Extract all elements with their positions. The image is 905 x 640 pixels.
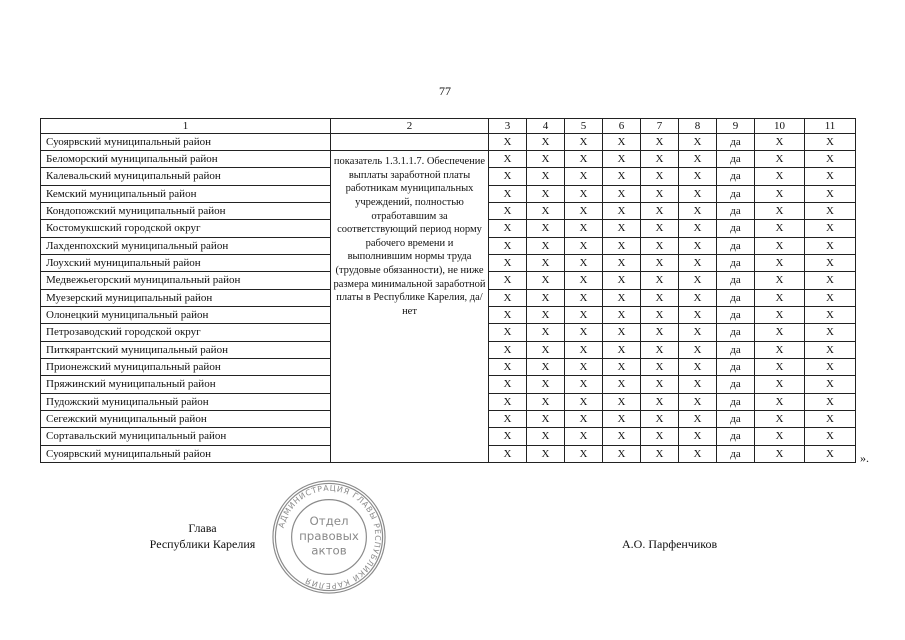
value-cell: X bbox=[805, 341, 856, 358]
value-cell: да bbox=[717, 134, 755, 151]
value-cell: X bbox=[489, 410, 527, 427]
value-cell: X bbox=[565, 168, 603, 185]
value-cell: X bbox=[679, 358, 717, 375]
value-cell: X bbox=[565, 289, 603, 306]
value-cell: X bbox=[489, 220, 527, 237]
value-cell: X bbox=[565, 393, 603, 410]
value-cell: X bbox=[755, 134, 805, 151]
value-cell: X bbox=[641, 341, 679, 358]
value-cell: X bbox=[527, 410, 565, 427]
value-cell: да bbox=[717, 272, 755, 289]
value-cell: X bbox=[489, 254, 527, 271]
stamp-center-line-1: Отдел bbox=[309, 514, 349, 529]
value-cell: да bbox=[717, 151, 755, 168]
district-name-cell: Пудожский муниципальный район bbox=[41, 393, 331, 410]
table-row bbox=[41, 134, 856, 151]
value-cell: X bbox=[489, 202, 527, 219]
value-cell: X bbox=[679, 324, 717, 341]
value-cell: X bbox=[755, 324, 805, 341]
column-header: 11 bbox=[805, 119, 856, 134]
value-cell: X bbox=[527, 168, 565, 185]
value-cell: X bbox=[805, 393, 856, 410]
column-header: 7 bbox=[641, 119, 679, 134]
value-cell: X bbox=[489, 341, 527, 358]
value-cell: X bbox=[755, 376, 805, 393]
value-cell: X bbox=[805, 358, 856, 375]
value-cell: X bbox=[755, 168, 805, 185]
district-name-cell: Суоярвский муниципальный район bbox=[41, 134, 331, 151]
value-cell: X bbox=[603, 324, 641, 341]
value-cell: X bbox=[805, 445, 856, 462]
column-header: 2 bbox=[331, 119, 489, 134]
district-name-cell: Кондопожский муниципальный район bbox=[41, 202, 331, 219]
value-cell: X bbox=[565, 376, 603, 393]
value-cell: X bbox=[679, 254, 717, 271]
value-cell: X bbox=[805, 289, 856, 306]
value-cell: X bbox=[641, 306, 679, 323]
value-cell: X bbox=[805, 272, 856, 289]
value-cell: да bbox=[717, 202, 755, 219]
closing-quote-mark: ». bbox=[860, 451, 869, 465]
value-cell: X bbox=[805, 237, 856, 254]
official-stamp bbox=[270, 478, 388, 596]
value-cell: X bbox=[489, 185, 527, 202]
value-cell: X bbox=[603, 202, 641, 219]
value-cell: X bbox=[679, 289, 717, 306]
value-cell: X bbox=[755, 237, 805, 254]
district-name-cell: Костомукшский городской округ bbox=[41, 220, 331, 237]
indicator-cell-blank bbox=[331, 134, 489, 151]
value-cell: X bbox=[603, 272, 641, 289]
value-cell: X bbox=[603, 341, 641, 358]
value-cell: да bbox=[717, 254, 755, 271]
value-cell: X bbox=[805, 254, 856, 271]
stamp-center-line-3: актов bbox=[311, 543, 347, 558]
value-cell: X bbox=[603, 358, 641, 375]
column-header: 3 bbox=[489, 119, 527, 134]
value-cell: да bbox=[717, 168, 755, 185]
value-cell: X bbox=[679, 376, 717, 393]
value-cell: X bbox=[641, 185, 679, 202]
value-cell: да bbox=[717, 376, 755, 393]
signature-title bbox=[130, 520, 275, 552]
value-cell: X bbox=[603, 428, 641, 445]
value-cell: X bbox=[603, 151, 641, 168]
value-cell: X bbox=[527, 428, 565, 445]
value-cell: да bbox=[717, 393, 755, 410]
value-cell: X bbox=[603, 393, 641, 410]
value-cell: X bbox=[565, 306, 603, 323]
value-cell: X bbox=[805, 134, 856, 151]
value-cell: да bbox=[717, 306, 755, 323]
value-cell: X bbox=[565, 185, 603, 202]
district-name-cell: Петрозаводский городской округ bbox=[41, 324, 331, 341]
value-cell: X bbox=[603, 306, 641, 323]
value-cell: X bbox=[755, 289, 805, 306]
value-cell: X bbox=[755, 306, 805, 323]
district-name-cell: Прионежский муниципальный район bbox=[41, 358, 331, 375]
value-cell: X bbox=[805, 410, 856, 427]
value-cell: X bbox=[565, 445, 603, 462]
value-cell: X bbox=[603, 410, 641, 427]
value-cell: да bbox=[717, 341, 755, 358]
value-cell: X bbox=[603, 376, 641, 393]
district-name-cell: Калевальский муниципальный район bbox=[41, 168, 331, 185]
value-cell: X bbox=[603, 168, 641, 185]
value-cell: X bbox=[641, 289, 679, 306]
value-cell: X bbox=[489, 237, 527, 254]
column-header: 9 bbox=[717, 119, 755, 134]
column-header: 4 bbox=[527, 119, 565, 134]
value-cell: X bbox=[565, 237, 603, 254]
value-cell: X bbox=[489, 272, 527, 289]
value-cell: X bbox=[805, 376, 856, 393]
value-cell: X bbox=[565, 202, 603, 219]
indicator-table bbox=[40, 118, 856, 463]
signer-name: А.О. Парфенчиков bbox=[622, 537, 718, 551]
value-cell: да bbox=[717, 289, 755, 306]
value-cell: X bbox=[565, 151, 603, 168]
value-cell: X bbox=[755, 272, 805, 289]
value-cell: X bbox=[755, 445, 805, 462]
value-cell: X bbox=[565, 410, 603, 427]
value-cell: X bbox=[679, 393, 717, 410]
value-cell: X bbox=[805, 220, 856, 237]
value-cell: X bbox=[489, 324, 527, 341]
district-name-cell: Лахденпохский муниципальный район bbox=[41, 237, 331, 254]
value-cell: X bbox=[641, 272, 679, 289]
value-cell: да bbox=[717, 445, 755, 462]
value-cell: X bbox=[755, 185, 805, 202]
stamp-center-line-2: правовых bbox=[299, 528, 359, 543]
value-cell: X bbox=[565, 134, 603, 151]
value-cell: X bbox=[565, 254, 603, 271]
value-cell: X bbox=[641, 358, 679, 375]
value-cell: X bbox=[755, 410, 805, 427]
value-cell: X bbox=[679, 185, 717, 202]
value-cell: X bbox=[489, 289, 527, 306]
value-cell: да bbox=[717, 185, 755, 202]
value-cell: X bbox=[565, 220, 603, 237]
value-cell: X bbox=[679, 428, 717, 445]
value-cell: X bbox=[641, 237, 679, 254]
value-cell: X bbox=[603, 289, 641, 306]
value-cell: X bbox=[679, 168, 717, 185]
value-cell: X bbox=[641, 445, 679, 462]
value-cell: X bbox=[565, 428, 603, 445]
signature-title-line-2: Республики Карелия bbox=[149, 537, 256, 552]
district-name-cell: Питкярантский муниципальный район bbox=[41, 341, 331, 358]
value-cell: X bbox=[489, 168, 527, 185]
district-name-cell: Пряжинский муниципальный район bbox=[41, 376, 331, 393]
district-name-cell: Сортавальский муниципальный район bbox=[41, 428, 331, 445]
value-cell: X bbox=[527, 306, 565, 323]
district-name-cell: Муезерский муниципальный район bbox=[41, 289, 331, 306]
value-cell: X bbox=[679, 341, 717, 358]
value-cell: X bbox=[527, 289, 565, 306]
stamp-outer-text: АДМИНИСТРАЦИЯ ГЛАВЫ РЕСПУБЛИКИ КАРЕЛИЯ bbox=[276, 483, 383, 591]
value-cell: X bbox=[527, 272, 565, 289]
value-cell: X bbox=[565, 358, 603, 375]
column-header: 6 bbox=[603, 119, 641, 134]
value-cell: X bbox=[755, 358, 805, 375]
value-cell: X bbox=[805, 324, 856, 341]
value-cell: да bbox=[717, 410, 755, 427]
value-cell: X bbox=[565, 272, 603, 289]
indicator-description-cell: показатель 1.3.1.1.7. Обеспечение выплаты заработной платы работникам муниципальных учреждений, полностью отработавшим за соответствующий период норму рабочего времени и выполнившим нормы труда (трудовые обязанности), не ниже размера минимальной заработной платы в Республике Карелия, да/нет bbox=[331, 151, 489, 463]
value-cell: X bbox=[679, 445, 717, 462]
value-cell: X bbox=[603, 185, 641, 202]
value-cell: X bbox=[679, 151, 717, 168]
value-cell: X bbox=[641, 324, 679, 341]
district-name-cell: Медвежьегорский муниципальный район bbox=[41, 272, 331, 289]
value-cell: X bbox=[489, 306, 527, 323]
value-cell: X bbox=[641, 428, 679, 445]
value-cell: X bbox=[603, 220, 641, 237]
value-cell: X bbox=[489, 445, 527, 462]
value-cell: X bbox=[489, 134, 527, 151]
value-cell: X bbox=[527, 376, 565, 393]
value-cell: X bbox=[641, 410, 679, 427]
value-cell: X bbox=[805, 202, 856, 219]
value-cell: X bbox=[527, 185, 565, 202]
value-cell: X bbox=[489, 393, 527, 410]
value-cell: да bbox=[717, 237, 755, 254]
value-cell: X bbox=[805, 306, 856, 323]
value-cell: X bbox=[641, 168, 679, 185]
value-cell: X bbox=[679, 272, 717, 289]
district-name-cell: Лоухский муниципальный район bbox=[41, 254, 331, 271]
value-cell: X bbox=[489, 428, 527, 445]
column-header: 8 bbox=[679, 119, 717, 134]
header-row bbox=[41, 119, 856, 134]
value-cell: X bbox=[527, 324, 565, 341]
value-cell: X bbox=[603, 254, 641, 271]
value-cell: X bbox=[527, 134, 565, 151]
value-cell: X bbox=[679, 202, 717, 219]
district-name-cell: Кемский муниципальный район bbox=[41, 185, 331, 202]
value-cell: X bbox=[755, 428, 805, 445]
district-name-cell: Сегежский муниципальный район bbox=[41, 410, 331, 427]
district-name-cell: Олонецкий муниципальный район bbox=[41, 306, 331, 323]
value-cell: X bbox=[527, 358, 565, 375]
value-cell: X bbox=[603, 445, 641, 462]
district-name-cell: Суоярвский муниципальный район bbox=[41, 445, 331, 462]
value-cell: X bbox=[805, 185, 856, 202]
value-cell: X bbox=[527, 254, 565, 271]
value-cell: X bbox=[679, 237, 717, 254]
value-cell: X bbox=[755, 220, 805, 237]
value-cell: X bbox=[679, 410, 717, 427]
value-cell: да bbox=[717, 324, 755, 341]
signature-title-line-1: Глава bbox=[188, 521, 217, 535]
value-cell: X bbox=[755, 202, 805, 219]
value-cell: X bbox=[641, 202, 679, 219]
value-cell: X bbox=[565, 324, 603, 341]
value-cell: X bbox=[489, 358, 527, 375]
value-cell: X bbox=[755, 254, 805, 271]
value-cell: X bbox=[641, 393, 679, 410]
value-cell: X bbox=[805, 168, 856, 185]
column-header: 10 bbox=[755, 119, 805, 134]
value-cell: X bbox=[679, 220, 717, 237]
value-cell: X bbox=[755, 341, 805, 358]
table-row bbox=[41, 151, 856, 168]
value-cell: X bbox=[755, 151, 805, 168]
value-cell: X bbox=[641, 376, 679, 393]
value-cell: X bbox=[527, 220, 565, 237]
value-cell: да bbox=[717, 220, 755, 237]
value-cell: X bbox=[527, 445, 565, 462]
value-cell: X bbox=[755, 393, 805, 410]
column-header: 5 bbox=[565, 119, 603, 134]
value-cell: да bbox=[717, 358, 755, 375]
value-cell: X bbox=[527, 237, 565, 254]
value-cell: X bbox=[489, 376, 527, 393]
value-cell: X bbox=[679, 134, 717, 151]
value-cell: X bbox=[489, 151, 527, 168]
value-cell: X bbox=[527, 341, 565, 358]
district-name-cell: Беломорский муниципальный район bbox=[41, 151, 331, 168]
value-cell: X bbox=[603, 134, 641, 151]
value-cell: X bbox=[527, 202, 565, 219]
page-number: 77 bbox=[439, 84, 451, 98]
value-cell: X bbox=[805, 151, 856, 168]
value-cell: X bbox=[679, 306, 717, 323]
value-cell: X bbox=[641, 220, 679, 237]
value-cell: X bbox=[641, 254, 679, 271]
column-header: 1 bbox=[41, 119, 331, 134]
value-cell: X bbox=[805, 428, 856, 445]
value-cell: X bbox=[603, 237, 641, 254]
value-cell: X bbox=[527, 393, 565, 410]
value-cell: X bbox=[641, 134, 679, 151]
value-cell: X bbox=[527, 151, 565, 168]
value-cell: да bbox=[717, 428, 755, 445]
value-cell: X bbox=[641, 151, 679, 168]
value-cell: X bbox=[565, 341, 603, 358]
